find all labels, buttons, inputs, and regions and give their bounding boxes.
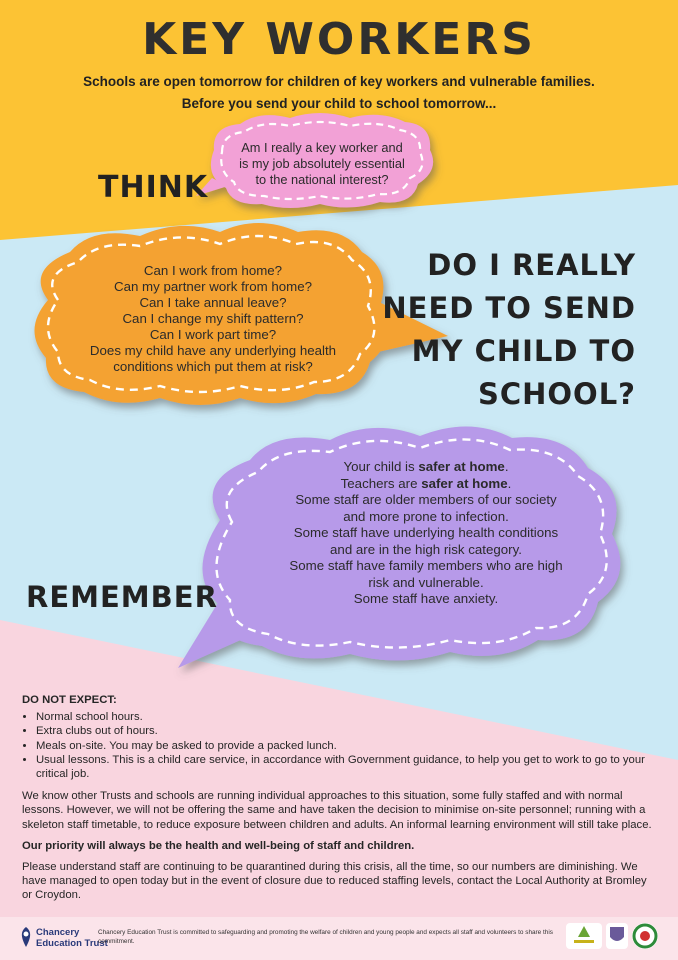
remember-line-1: Your child is safer at home.	[343, 459, 509, 474]
question-line: NEED TO SEND	[382, 291, 636, 325]
crest-logo-icon	[606, 923, 628, 949]
partner-logo-icon	[566, 923, 602, 949]
list-item: • Normal school hours.	[36, 710, 658, 724]
question-line: SCHOOL?	[477, 377, 636, 411]
orange-line: Can I work part time?	[149, 327, 277, 342]
think-line: to the national interest?	[255, 172, 389, 187]
body-section	[22, 693, 658, 903]
question-line: DO I REALLY	[427, 248, 636, 282]
remember-line: and are in the high risk category.	[330, 541, 522, 557]
think-line: is my job absolutely essential	[239, 156, 405, 171]
question-line: MY CHILD TO	[411, 334, 636, 368]
page-title: KEY WORKERS	[142, 14, 536, 65]
school-badge-icon	[632, 923, 658, 949]
remember-bubble-text	[240, 459, 612, 608]
remember-line: Some staff are older members of our society	[295, 492, 557, 507]
orange-line: Can I change my shift pattern?	[122, 311, 304, 326]
remember-line-2: Teachers are safer at home.	[340, 475, 512, 491]
orange-line: Can I work from home?	[143, 263, 283, 278]
remember-line: and more prone to infection.	[343, 508, 509, 524]
priority-statement: Our priority will always be the health and well-being of staff and children.	[22, 839, 415, 852]
remember-line: Some staff have underlying health conditions	[293, 525, 559, 540]
remember-label: REMEMBER	[26, 580, 218, 614]
orange-line: Does my child have any underlying health	[89, 343, 337, 358]
list-item: • Meals on-site. You may be asked to provide a packed lunch.	[36, 739, 658, 753]
subtitle-1: Schools are open tomorrow for children of key workers and vulnerable families.	[83, 74, 595, 89]
orange-line: conditions which put them at risk?	[113, 359, 313, 374]
think-bubble-text	[212, 140, 432, 188]
key-question	[382, 244, 636, 416]
safeguarding-note: Chancery Education Trust is committed to safeguarding and promoting the welfare of children and young people and expects all staff and volunteers to share this commitment.	[98, 929, 553, 945]
orange-line: Can I take annual leave?	[139, 295, 287, 310]
list-item: • Extra clubs out of hours.	[36, 724, 658, 738]
trust-logo-text: Chancery Education Trust	[36, 927, 108, 949]
remember-line: Some staff have family members who are high	[289, 558, 563, 573]
think-line: Am I really a key worker and	[241, 140, 403, 155]
think-label: THINK	[98, 170, 209, 205]
paragraph-staffing: Please understand staff are continuing to be quarantined during this crisis, all the time, so our numbers are diminishing. We have managed to open today but in the event of closure due to reduced staffing levels, contact the Local Authority at Bromley or Croydon.	[22, 861, 647, 902]
trust-logo-icon	[18, 926, 34, 948]
paragraph-approach: We know other Trusts and schools are running individual approaches to this situation, some fully staffed and with normal lessons. However, we will not be offering the same and have taken the decision to minimise on-site personnel; running with a skeleton staff timetable, to reduce exposure between children and adults. An informal learning environment will still take place.	[22, 790, 652, 831]
orange-line: Can my partner work from home?	[113, 279, 313, 294]
do-not-expect-list	[22, 710, 658, 781]
remember-line: risk and vulnerable.	[368, 574, 484, 590]
orange-bubble-text	[46, 263, 380, 375]
remember-line: Some staff have anxiety.	[353, 591, 499, 606]
list-item: • Usual lessons. This is a child care service, in accordance with Government guidance, to help you get to work to go to your critical job.	[36, 753, 658, 781]
subtitle-2: Before you send your child to school tomorrow...	[181, 96, 497, 111]
do-not-expect-heading: DO NOT EXPECT:	[22, 694, 117, 706]
